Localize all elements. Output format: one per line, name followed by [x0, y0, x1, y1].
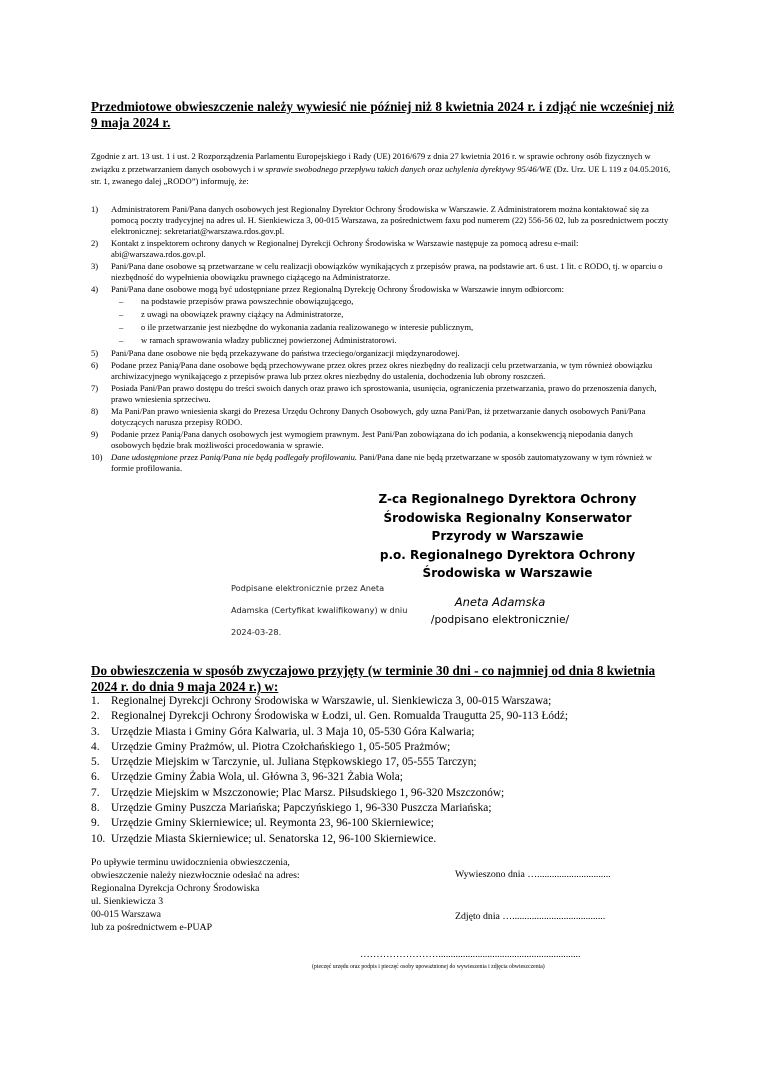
office-item	[91, 816, 674, 831]
clause-number: 9)	[91, 429, 99, 439]
clause-number: 3)	[91, 261, 99, 271]
clause-number: 5)	[91, 348, 99, 358]
e-sign-line: 2024-03-28.	[231, 627, 282, 637]
office-number: 2.	[91, 710, 100, 723]
rodo-intro	[91, 150, 674, 188]
signatory-title-line: Z-ca Regionalnego Dyrektora Ochrony	[378, 492, 637, 506]
clause-text: Posiada Pani/Pan prawo dostępu do treści swoich danych oraz prawo ich sprostowania, usunięcia, ograniczenia przetwarzania, prawo do przenoszenia danych, prawo wniesienia sprzeciwu.	[111, 383, 657, 404]
office-item	[91, 832, 674, 847]
recipient-text: o ile przetwarzanie jest niezbędne do wykonania zadania realizowanego w interesie publicznym,	[141, 322, 474, 332]
office-text: Regionalnej Dyrekcji Ochrony Środowiska w Warszawie, ul. Sienkiewicza 3, 00-015 Warszawa;	[111, 695, 552, 707]
clause-number: 7)	[91, 383, 99, 393]
rodo-clause	[91, 452, 674, 474]
office-item	[91, 709, 674, 724]
stamp-caption: (pieczęć urzędu oraz podpis i pieczęć osoby upoważnionej do wywieszenia i zdjęcia obwieszczenia)	[312, 964, 545, 970]
rodo-clause	[91, 429, 674, 451]
return-line: ul. Sienkiewicza 3	[91, 896, 164, 907]
rodo-clause	[91, 284, 674, 347]
recipient-list	[111, 295, 674, 347]
removed-date-field: Zdjęto dnia …......................................	[455, 911, 606, 922]
rodo-clause	[91, 360, 674, 382]
office-number: 1.	[91, 695, 100, 707]
clause-number: 8)	[91, 406, 99, 416]
rodo-intro-text: Zgodnie z art. 13 ust. 1 i ust. 2 Rozporządzenia Parlamentu Europejskiego i Rady (UE) 2016/679 z dnia 27 kwietnia 2016 r. w sprawie ochrony osób fizycznych w związku z przetwarzaniem danych osobowych i	[91, 151, 651, 174]
electronic-signature-note	[231, 577, 411, 643]
office-item	[91, 694, 674, 709]
clause-number: 2)	[91, 238, 99, 248]
office-item	[91, 770, 674, 785]
return-line: obwieszczenie należy niezwłocznie odesłać na adres:	[91, 870, 300, 881]
office-text: Urzędzie Gminy Prażmów, ul. Piotra Czołchańskiego 1, 05-505 Prażmów;	[111, 740, 451, 753]
clause-text: Administratorem Pani/Pana danych osobowych jest Regionalny Dyrektor Ochrony Środowiska w Warszawie. Z Administratorem można kontaktować się za pomocą poczty tradycyjnej na adres ul. H. Sienkiewicza 3, 00-015 Warszawa, za pośrednictwem faxu pod numerem (22) 556-56 02, lub za posrednictwem poczty elektronicznej: sekretariat@warszawa.rdos.gov.pl.	[111, 204, 669, 236]
office-number: 8.	[91, 802, 100, 815]
posting-period-notice: Przedmiotowe obwieszczenie należy wywiesić nie później niż 8 kwietnia 2024 r. i zdjąć nie wcześniej niż 9 maja 2024 r.	[91, 99, 674, 130]
office-text: Urzędzie Miasta Skierniewice; ul. Senatorska 12, 96-100 Skierniewice.	[111, 832, 437, 845]
recipient-item	[111, 308, 674, 321]
office-number: 5.	[91, 756, 100, 769]
recipient-item	[111, 295, 674, 308]
office-number: 7.	[91, 786, 100, 799]
signatory-title	[365, 490, 650, 583]
office-number: 6.	[91, 771, 100, 784]
office-text: Urzędzie Miejskim w Mszczonowie; Plac Marsz. Piłsudskiego 1, 96-320 Mszczonów;	[111, 786, 505, 799]
clause-text: Kontakt z inspektorem ochrony danych w Regionalnej Dyrekcji Ochrony Środowiska w Warszawie następuje za pomocą adresu e-mail: abi@warszawa.rdos.gov.pl.	[111, 238, 579, 259]
office-text: Urzędzie Gminy Puszcza Mariańska; Papczyńskiego 1, 96-330 Puszcza Mariańska;	[111, 802, 492, 815]
return-line: Po upływie terminu uwidocznienia obwieszczenia,	[91, 857, 290, 868]
signer-role: /podpisano elektronicznie/	[430, 614, 570, 626]
office-text: Urzędzie Miejskim w Tarczynie, ul. Juliana Stępkowskiego 17, 05-555 Tarczyn;	[111, 756, 477, 769]
clause-text: Pani/Pana dane osobowe nie będą przekazywane do państwa trzeciego/organizacji międzynarodowej.	[111, 348, 460, 358]
office-number: 9.	[91, 817, 100, 830]
signer-name: Aneta Adamska	[454, 595, 546, 609]
signatory-title-line: Przyrody w Warszawie	[431, 529, 584, 543]
office-item	[91, 786, 674, 801]
rodo-intro-text-end: (Dz. Urz. UE L 119 z 04.05.2016, str. 1, zwanego dalej „RODO”) informuję, że:	[91, 163, 671, 186]
office-number: 10.	[91, 832, 106, 845]
office-item	[91, 801, 674, 816]
stamp-signature-line: ……………………..........................................................	[360, 949, 581, 960]
return-line: 00-015 Warszawa	[91, 909, 162, 920]
recipient-text: na podstawie przepisów prawa powszechnie obowiązującego,	[141, 296, 354, 306]
return-address-block	[91, 856, 361, 934]
signatory-title-line: p.o. Regionalnego Dyrektora Ochrony	[379, 547, 636, 562]
dash-bullet: –	[119, 296, 124, 306]
office-item	[91, 740, 674, 755]
clause-number: 10)	[91, 452, 103, 462]
office-item	[91, 755, 674, 770]
office-text: Regionalnej Dyrekcji Ochrony Środowiska w Łodzi, ul. Gen. Romualda Traugutta 25, 90-113 Łódź;	[111, 710, 569, 723]
office-number: 3.	[91, 725, 100, 738]
dash-bullet: –	[119, 335, 124, 345]
dash-bullet: –	[119, 309, 124, 319]
recipient-text: z uwagi na obowiązek prawny ciążący na Administratorze,	[141, 309, 344, 319]
clause-text: Ma Pani/Pan prawo wniesienia skargi do Prezesa Urzędu Ochrony Danych Osobowych, gdy uzna Pani/Pan, iż przetwarzanie danych osobowych Pani/Pana dotyczących narusza przepisy RODO.	[111, 406, 646, 427]
office-number: 4.	[91, 740, 100, 753]
rodo-clause	[91, 406, 674, 428]
rodo-clause	[91, 238, 674, 260]
rodo-intro-italic: w sprawie swobodnego przepływu takich danych oraz uchylenia dyrektywy 95/46/WE	[257, 163, 552, 174]
clause-number: 6)	[91, 360, 99, 370]
rodo-clause	[91, 383, 674, 405]
office-item	[91, 725, 674, 740]
clause-number: 4)	[91, 284, 99, 294]
clause-text: Pani/Pana dane osobowe mogą być udostępniane przez Regionalną Dyrekcję Ochrony Środowiska w Warszawie innym odbiorcom:	[111, 284, 565, 294]
signatory-title-line: Środowiska w Warszawie	[422, 566, 593, 580]
e-sign-line: Podpisane elektronicznie przez Aneta	[231, 583, 385, 593]
office-text: Urzędzie Miasta i Gminy Góra Kalwaria, ul. 3 Maja 10, 05-530 Góra Kalwaria;	[111, 725, 475, 738]
recipient-item	[111, 334, 674, 347]
signatory-title-line: Środowiska Regionalny Konserwator	[383, 510, 632, 525]
distribution-heading: Do obwieszczenia w sposób zwyczajowo przyjęty (w terminie 30 dni - co najmniej od dnia 8 kwietnia 2024 r. do dnia 9 maja 2024 r.) w:	[91, 663, 656, 694]
office-list	[91, 694, 674, 847]
rodo-clause	[91, 261, 674, 283]
recipient-text: w ramach sprawowania władzy publicznej powierzonej Administratorowi.	[141, 335, 397, 345]
recipient-item	[111, 321, 674, 334]
return-line: lub za pośrednictwem e-PUAP	[91, 922, 213, 933]
e-sign-line: Adamska (Certyfikat kwalifikowany) w dniu	[231, 605, 408, 615]
clause-text: Pani/Pana dane osobowe są przetwarzane w celu realizacji obowiązków wynikających z przepisów prawa, na podstawie art. 6 ust. 1 lit. c RODO, tj. w oparciu o niezbędność do wypełnienia obowiązku prawnego ciążącego na Administratorze.	[111, 261, 663, 282]
clause-text: Pani/Pana dane nie będą przetwarzane w sposób zautomatyzowany w tym również w formie profilowania.	[111, 452, 652, 473]
rodo-clauses	[91, 204, 674, 475]
office-text: Urzędzie Gminy Żabia Wola, ul. Główna 3, 96-321 Żabia Wola;	[111, 771, 403, 784]
dash-bullet: –	[119, 322, 124, 332]
office-text: Urzędzie Gminy Skierniewice; ul. Reymonta 23, 96-100 Skierniewice;	[111, 817, 434, 830]
clause-text: Podanie przez Panią/Pana danych osobowych jest wymogiem prawnym. Jest Pani/Pan zobowiązana do ich podania, a konsekwencją niepodania danych osobowych będzie brak możliwości procedowania w sprawie.	[111, 429, 633, 450]
clause-italic-text: Dane udostępnione przez Panią/Pana nie będą podlegały profilowaniu.	[111, 452, 358, 462]
rodo-clause	[91, 348, 674, 359]
rodo-clause	[91, 204, 674, 237]
return-line: Regionalna Dyrekcja Ochrony Środowiska	[91, 883, 260, 894]
posted-date-field: Wywieszono dnia …..............................	[455, 869, 611, 880]
clause-text: Podane przez Panią/Pana dane osobowe będą przechowywane przez okres przez okres niezbędny do realizacji celu przetwarzania, w tym również obowiązku archiwizacyjnego wynikającego z przepisów prawa lub przez okres niezbędny do ustalenia, dochodzenia lub obrony roszczeń.	[111, 360, 653, 381]
clause-number: 1)	[91, 204, 99, 214]
